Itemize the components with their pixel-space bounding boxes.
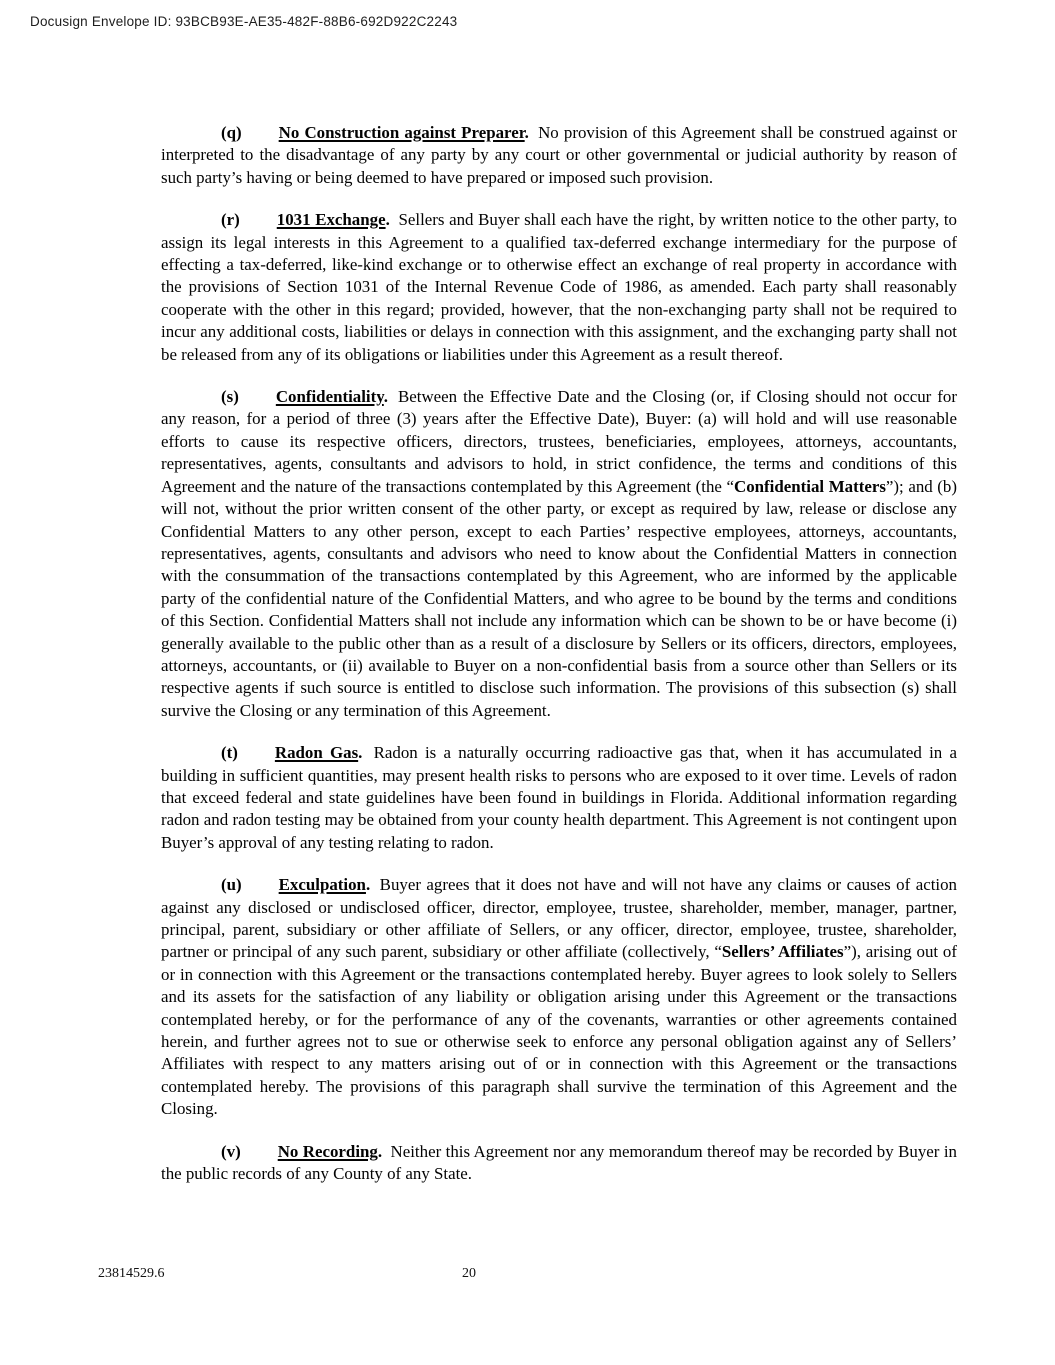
paragraph-heading-period: . (358, 743, 363, 763)
paragraph-v (161, 1141, 957, 1186)
paragraph-q (161, 122, 957, 189)
paragraph-heading: No Recording (277, 1141, 378, 1161)
paragraph-heading-period: . (524, 123, 529, 142)
defined-term: Sellers’ Affiliates (721, 942, 844, 962)
paragraph-heading-period: . (385, 210, 390, 230)
paragraph-label: (q) (221, 123, 242, 142)
body-text: ”); and (b) will not, without the prior written consent of the other party, or except as required by law, release or disclose any Confidential Matters to any other person, except to each Parties’ respective employees, attorneys, accountants, representatives, agents, consultants and advisors who need to know about the Confidential Matters in connection with the consummation of the transactions contemplated by this Agreement, who are informed by the applicable party of the confidential nature of the Confidential Matters, and who agree to be bound by the terms and conditions of this Section. Confidential Matters shall not include any information which can be shown to be or have become (i) generally available to the public other than as a result of a disclosure by Sellers or its officers, directors, employees, attorneys, accountants, or (ii) available to Buyer on a non-confidential basis from a source other than Sellers or its respective agents if such source is entitled to disclose such information. The provisions of this subsection (s) shall survive the Closing or any termination of this Agreement. (161, 476, 958, 720)
paragraph-heading: Radon Gas (274, 743, 359, 763)
paragraph-heading: 1031 Exchange (276, 210, 386, 230)
body-text: Buyer agrees that it does not have and will not have any claims or causes of action against any disclosed or undisclosed officer, director, employee, trustee, shareholder, member, manager, partner, principal, parent, subsidiary or other affiliate of Sellers, or any officer, director, employee, trustee, shareholder, partner or principal of any such parent, subsidiary or other affiliate (collectively, “ (161, 875, 957, 962)
body-text: Neither this Agreement nor any memorandum thereof may be recorded by Buyer in the public records of any County of any State. (161, 1141, 957, 1184)
paragraph-heading-period: . (383, 387, 388, 407)
paragraph-heading: Confidentiality (275, 387, 384, 407)
docusign-envelope-id: Docusign Envelope ID: 93BCB93E-AE35-482F-88B6-692D922C2243 (30, 14, 458, 29)
body-text: No provision of this Agreement shall be construed against or interpreted to the disadvantage of any party by any court or other governmental or judicial authority by reason of such party’s having or being deemed to have prepared or imposed such provision. (161, 123, 957, 187)
paragraph-t (161, 742, 957, 854)
document-body (161, 122, 957, 1185)
paragraph-label: (s) (221, 387, 239, 407)
body-text: Between the Effective Date and the Closing (or, if Closing should not occur for any reason, for a period of three (3) years after the Effective Date), Buyer: (a) will hold and will use reasonable efforts to cause its respective officers, directors, trustees, beneficiaries, employees, attorneys, accountants, representatives, agents, consultants and advisors to hold, in strict confidence, the terms and conditions of this Agreement and the nature of the transactions contemplated by this Agreement (the “ (161, 387, 957, 496)
footer-page-number: 20 (462, 1266, 476, 1281)
paragraph-heading: Exculpation (278, 875, 366, 895)
paragraph-u (161, 874, 957, 1120)
paragraph-heading: No Construction against Preparer (278, 123, 525, 142)
defined-term: Confidential Matters (734, 476, 886, 496)
paragraph-r (161, 209, 957, 366)
footer-document-number: 23814529.6 (98, 1266, 165, 1281)
paragraph-label: (u) (221, 875, 242, 895)
paragraph-heading-period: . (365, 875, 371, 895)
paragraph-label: (t) (221, 743, 238, 763)
body-text: Radon is a naturally occurring radioactive gas that, when it has accumulated in a building in sufficient quantities, may present health risks to persons who are exposed to it over time. Levels of radon that exceed federal and state guidelines have been found in buildings in Florida. Additional information regarding radon and radon testing may be obtained from your county health department. This Agreement is not contingent upon Buyer’s approval of any testing relating to radon. (161, 743, 957, 852)
paragraph-label: (r) (221, 210, 240, 230)
body-text: Sellers and Buyer shall each have the right, by written notice to the other party, to assign its legal interests in this Agreement to a qualified tax-deferred exchange intermediary for the purpose of effecting a tax-deferred, like-kind exchange or to otherwise effect an exchange of real property in accordance with the provisions of Section 1031 of the Internal Revenue Code of 1986, as amended. Each party shall reasonably cooperate with the other in this regard; provided, however, that the non-exchanging party shall not be required to incur any additional costs, liabilities or delays in connection with this assignment, and the exchanging party shall not be released from any of its obligations or liabilities under this Agreement as a result thereof. (161, 210, 957, 364)
paragraph-label: (v) (221, 1141, 241, 1161)
paragraph-heading-period: . (377, 1141, 383, 1161)
paragraph-s (161, 386, 957, 722)
body-text: ”), arising out of or in connection with this Agreement or the transactions contemplated hereby. Buyer agrees to look solely to Sellers and its assets for the satisfaction of any liability or obligation arising under this Agreement or the transactions contemplated hereby, or for the performance of any of the covenants, warranties or other agreements contained herein, and further agrees not to sue or otherwise seek to enforce any personal obligation against any of Sellers’ Affiliates with respect to any matters arising out of or in connection with this Agreement or the transactions contemplated hereby. The provisions of this paragraph shall survive the termination of this Agreement and the Closing. (161, 942, 957, 1119)
